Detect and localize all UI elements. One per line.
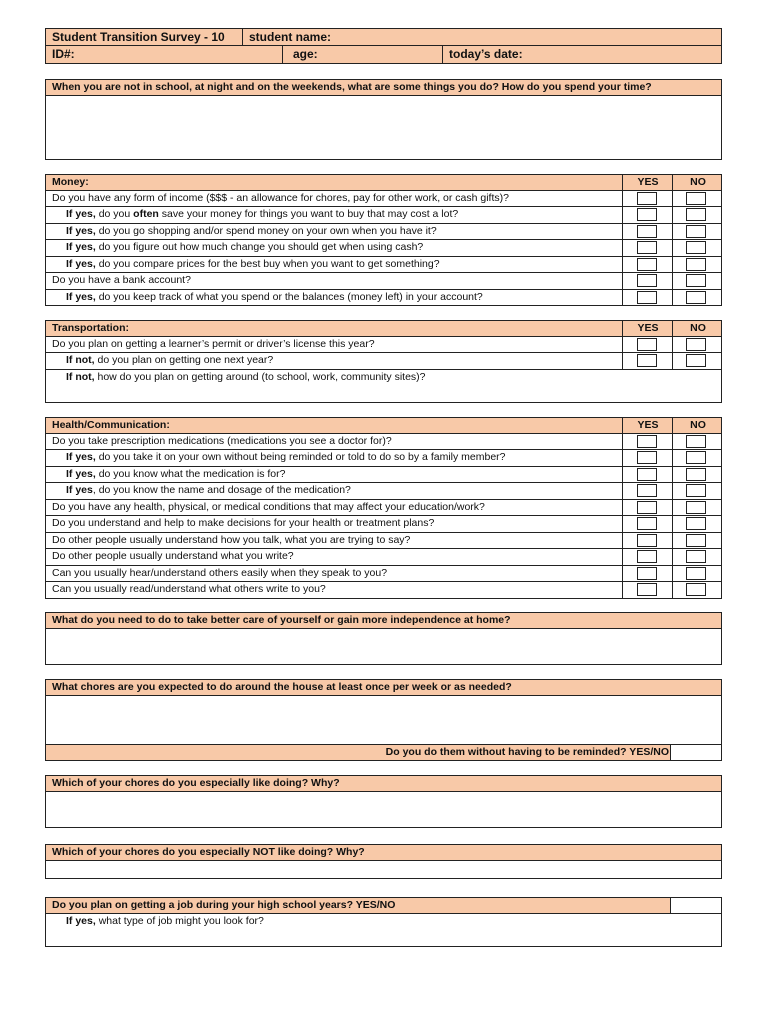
yes-column-header: YES [622, 418, 673, 433]
no-checkbox[interactable] [686, 550, 706, 563]
money-section [45, 174, 722, 306]
student-name-field[interactable] [242, 29, 331, 45]
health-question-text: Do you have any health, physical, or medical conditions that may affect your education/work? [52, 500, 485, 513]
no-checkbox[interactable] [686, 501, 706, 514]
independence-answer-box[interactable] [45, 629, 722, 665]
health-section [45, 417, 722, 599]
chores-question-row [45, 679, 722, 696]
no-checkbox[interactable] [686, 354, 706, 367]
yes-checkbox[interactable] [637, 258, 657, 271]
no-column-header: NO [672, 175, 723, 190]
no-checkbox[interactable] [686, 258, 706, 271]
no-checkbox[interactable] [686, 468, 706, 481]
header-row-2 [45, 46, 722, 64]
job-yes-no-answer[interactable] [670, 898, 721, 913]
health-question-text: Can you usually read/understand what others write to you? [52, 583, 326, 595]
yes-checkbox[interactable] [637, 517, 657, 530]
yes-checkbox[interactable] [637, 435, 657, 448]
health-question-row [45, 483, 722, 500]
health-question-row [45, 467, 722, 484]
money-question-row [45, 257, 722, 274]
money-question-text: Do you have a bank account? [52, 274, 191, 286]
money-question-text: If yes, do you go shopping and/or spend money on your own when you have it? [66, 224, 437, 237]
health-question-row [45, 549, 722, 566]
yes-checkbox[interactable] [637, 484, 657, 497]
health-question-text: Can you usually hear/understand others easily when they speak to you? [52, 566, 388, 579]
yes-column-header: YES [622, 321, 673, 336]
free-time-question-row [45, 79, 722, 96]
health-question-text: Do other people usually understand what you write? [52, 550, 294, 562]
transportation-section [45, 320, 722, 403]
health-title: Health/Communication: [52, 419, 170, 431]
money-question-row [45, 191, 722, 208]
chores-like-question: Which of your chores do you especially like doing? Why? [52, 777, 340, 789]
health-question-row [45, 533, 722, 550]
health-question-row [45, 500, 722, 517]
no-column-header: NO [672, 321, 723, 336]
free-time-section [45, 79, 722, 160]
health-question-text: Do other people usually understand how you talk, what you are trying to say? [52, 533, 411, 546]
no-checkbox[interactable] [686, 225, 706, 238]
job-section [45, 897, 722, 947]
health-question-row [45, 516, 722, 533]
header-row-1 [45, 28, 722, 46]
transport-open-answer-box[interactable] [45, 370, 722, 403]
chores-answer-box[interactable] [45, 696, 722, 745]
health-question-text: If yes, do you take it on your own without being reminded or told to do so by a family member? [66, 451, 506, 463]
transportation-question-row [45, 353, 722, 370]
transportation-question-row [45, 337, 722, 354]
job-question: Do you plan on getting a job during your high school years? YES/NO [52, 899, 396, 911]
health-question-text: Do you take prescription medications (medications you see a doctor for)? [52, 434, 392, 447]
age-label: age: [293, 47, 318, 61]
chores-dislike-question: Which of your chores do you especially NOT like doing? Why? [52, 846, 365, 858]
no-checkbox[interactable] [686, 583, 706, 596]
chores-question: What chores are you expected to do around the house at least once per week or as needed? [52, 681, 512, 693]
transportation-question-text: Do you plan on getting a learner’s permit or driver’s license this year? [52, 337, 375, 350]
chores-reminder-row [45, 745, 722, 762]
money-question-row [45, 240, 722, 257]
job-question-row [45, 897, 722, 914]
chores-like-answer-box[interactable] [45, 792, 722, 828]
yes-checkbox[interactable] [637, 501, 657, 514]
yes-column-header: YES [622, 175, 673, 190]
job-followup-box[interactable] [45, 914, 722, 947]
health-question-row [45, 434, 722, 451]
chores-dislike-question-row [45, 844, 722, 861]
no-checkbox[interactable] [686, 451, 706, 464]
chores-like-question-row [45, 775, 722, 792]
yes-checkbox[interactable] [637, 291, 657, 304]
no-checkbox[interactable] [686, 338, 706, 351]
transportation-header-row [45, 320, 722, 337]
money-question-text: If yes, do you often save your money for things you want to buy that may cost a lot? [66, 208, 459, 220]
health-question-row [45, 582, 722, 599]
money-question-row [45, 273, 722, 290]
health-question-text: If yes, do you know the name and dosage of the medication? [66, 484, 351, 496]
no-checkbox[interactable] [686, 274, 706, 287]
money-question-row [45, 224, 722, 241]
independence-question-row [45, 612, 722, 629]
chores-dislike-answer-box[interactable] [45, 861, 722, 879]
no-checkbox[interactable] [686, 435, 706, 448]
student-name-label: student name: [249, 30, 332, 44]
no-checkbox[interactable] [686, 192, 706, 205]
transportation-question-text: If not, do you plan on getting one next year? [66, 354, 274, 366]
chores-reminder-question: Do you do them without having to be reminded? YES/NO [385, 745, 669, 758]
no-checkbox[interactable] [686, 484, 706, 497]
independence-question: What do you need to do to take better care of yourself or gain more independence at home? [52, 614, 511, 626]
yes-checkbox[interactable] [637, 354, 657, 367]
free-time-answer-box[interactable] [45, 96, 722, 160]
health-header-row [45, 417, 722, 434]
chores-reminder-answer[interactable] [670, 745, 721, 761]
date-label: today’s date: [449, 47, 523, 61]
free-time-question: When you are not in school, at night and on the weekends, what are some things you do? How do you spend your time? [52, 81, 652, 93]
chores-section [45, 679, 722, 761]
no-column-header: NO [672, 418, 723, 433]
yes-checkbox[interactable] [637, 192, 657, 205]
yes-checkbox[interactable] [637, 225, 657, 238]
chores-like-section [45, 775, 722, 828]
money-title: Money: [52, 176, 89, 188]
no-checkbox[interactable] [686, 517, 706, 530]
yes-checkbox[interactable] [637, 534, 657, 547]
money-question-row [45, 290, 722, 307]
health-question-row [45, 450, 722, 467]
yes-checkbox[interactable] [637, 550, 657, 563]
no-checkbox[interactable] [686, 291, 706, 304]
health-question-text: Do you understand and help to make decisions for your health or treatment plans? [52, 517, 435, 529]
money-question-text: If yes, do you figure out how much change you should get when using cash? [66, 241, 424, 253]
yes-checkbox[interactable] [637, 338, 657, 351]
money-question-text: If yes, do you keep track of what you spend or the balances (money left) in your account? [66, 290, 483, 303]
yes-checkbox[interactable] [637, 451, 657, 464]
yes-checkbox[interactable] [637, 274, 657, 287]
job-followup-question: If yes, what type of job might you look for? [66, 914, 264, 927]
yes-checkbox[interactable] [637, 567, 657, 580]
no-checkbox[interactable] [686, 567, 706, 580]
survey-header [45, 28, 722, 64]
health-question-text: If yes, do you know what the medication is for? [66, 467, 286, 480]
id-label: ID#: [52, 47, 75, 61]
money-header-row [45, 174, 722, 191]
health-question-row [45, 566, 722, 583]
chores-dislike-section [45, 844, 722, 879]
yes-checkbox[interactable] [637, 241, 657, 254]
transport-open-question: If not, how do you plan on getting around (to school, work, community sites)? [66, 370, 426, 383]
date-field[interactable] [442, 46, 523, 63]
yes-checkbox[interactable] [637, 468, 657, 481]
money-question-text: If yes, do you compare prices for the best buy when you want to get something? [66, 257, 440, 270]
no-checkbox[interactable] [686, 241, 706, 254]
survey-title: Student Transition Survey - 10 [52, 30, 225, 44]
independence-section [45, 612, 722, 665]
yes-checkbox[interactable] [637, 583, 657, 596]
money-question-row [45, 207, 722, 224]
no-checkbox[interactable] [686, 208, 706, 221]
yes-checkbox[interactable] [637, 208, 657, 221]
age-field[interactable] [282, 46, 318, 63]
transportation-title: Transportation: [52, 322, 130, 334]
no-checkbox[interactable] [686, 534, 706, 547]
money-question-text: Do you have any form of income ($$$ - an allowance for chores, pay for other work, or cash gifts)? [52, 191, 509, 204]
